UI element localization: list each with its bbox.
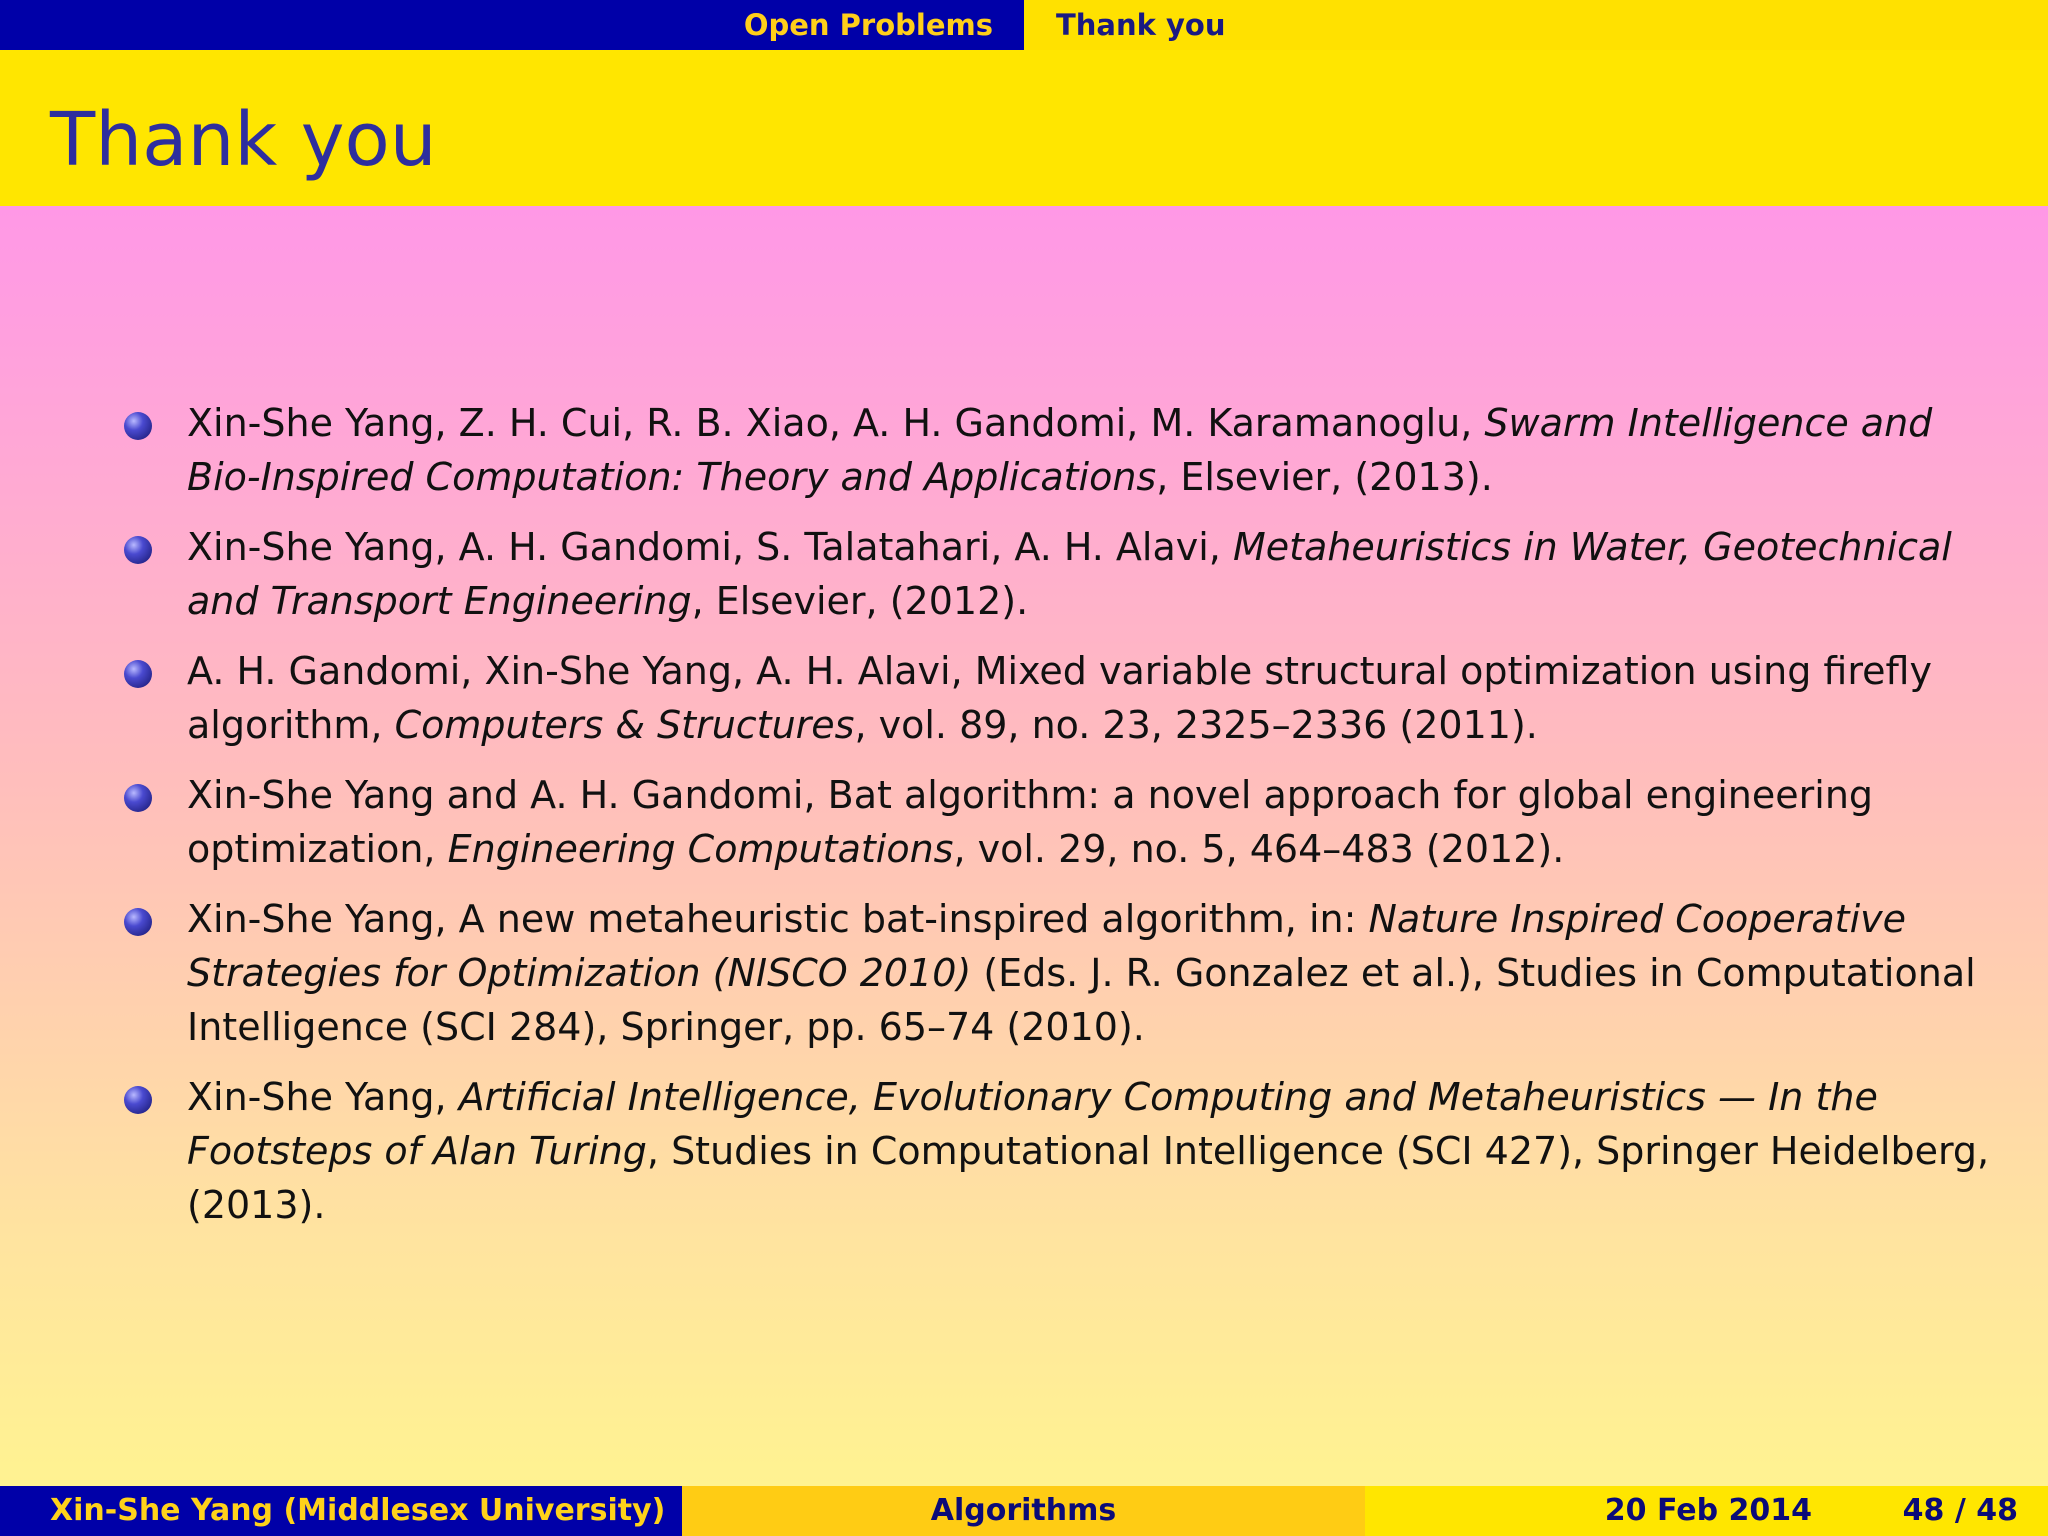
reference-text: Xin-She Yang, A. H. Gandomi, S. Talatahari, A. H. Alavi, (187, 525, 1233, 569)
reference-italic-title: Artificial Intelligence, Evolutionary Computing and Metaheuristics — In the Footsteps of Alan Turing (187, 1075, 1878, 1173)
reference-text: , Studies in Computational Intelligence (SCI 427), Springer Heidelberg, (2013). (187, 1129, 1990, 1227)
bullet-icon (124, 1086, 152, 1114)
footer-short-title: Algorithms (930, 1493, 1117, 1528)
reference-text: Xin-She Yang and A. H. Gandomi, Bat algorithm: a novel approach for global engineering optimization, (187, 773, 1874, 871)
reference-text: Xin-She Yang, A new metaheuristic bat-inspired algorithm, in: (187, 897, 1369, 941)
reference-item (124, 768, 2004, 876)
footer-title-cell (682, 1486, 1365, 1536)
reference-text: Xin-She Yang, (187, 1075, 459, 1119)
reference-text: (Eds. J. R. Gonzalez et al.), Studies in Computational Intelligence (SCI 284), Springer, pp. 65–74 (2010). (187, 951, 1976, 1049)
bullet-icon (124, 536, 152, 564)
bullet-icon (124, 412, 152, 440)
reference-italic-title: Engineering Computations (447, 827, 954, 871)
reference-text: , Elsevier, (2012). (691, 579, 1029, 623)
reference-item (124, 520, 2004, 628)
reference-italic-title: Nature Inspired Cooperative Strategies for Optimization (NISCO 2010) (187, 897, 1907, 995)
reference-text: , vol. 89, no. 23, 2325–2336 (2011). (854, 703, 1538, 747)
reference-italic-title: Swarm Intelligence and Bio-Inspired Computation: Theory and Applications (187, 401, 1933, 499)
nav-section-open-problems[interactable]: Open Problems (743, 8, 993, 42)
reference-text: , vol. 29, no. 5, 464–483 (2012). (953, 827, 1565, 871)
reference-item (124, 644, 2004, 752)
bullet-icon (124, 908, 152, 936)
nav-section-thank-you[interactable]: Thank you (1056, 8, 1226, 42)
reference-italic-title: Computers & Structures (394, 703, 855, 747)
footer-bar (0, 1486, 2048, 1536)
reference-text: A. H. Gandomi, Xin-She Yang, A. H. Alavi, Mixed variable structural optimization using firefly algorithm, (187, 649, 1932, 747)
bullet-icon (124, 660, 152, 688)
footer-page-number: 48 / 48 (1902, 1493, 2018, 1528)
bullet-icon (124, 784, 152, 812)
footer-author: Xin-She Yang (Middlesex University) (50, 1493, 666, 1528)
footer-date-page-cell (1365, 1486, 2048, 1536)
reference-text: Xin-She Yang, Z. H. Cui, R. B. Xiao, A. H. Gandomi, M. Karamanoglu, (187, 401, 1485, 445)
slide-title: Thank you (50, 97, 437, 183)
reference-item (124, 396, 2004, 504)
reference-italic-title: Metaheuristics in Water, Geotechnical and Transport Engineering (187, 525, 1952, 623)
reference-list (124, 396, 2004, 1248)
footer-date: 20 Feb 2014 (1604, 1493, 1812, 1528)
footer-author-cell (0, 1486, 682, 1536)
reference-item (124, 892, 2004, 1054)
slide-title-bar (0, 50, 2048, 206)
top-navigation (0, 0, 2048, 50)
reference-item (124, 1070, 2004, 1232)
reference-text: , Elsevier, (2013). (1156, 455, 1493, 499)
